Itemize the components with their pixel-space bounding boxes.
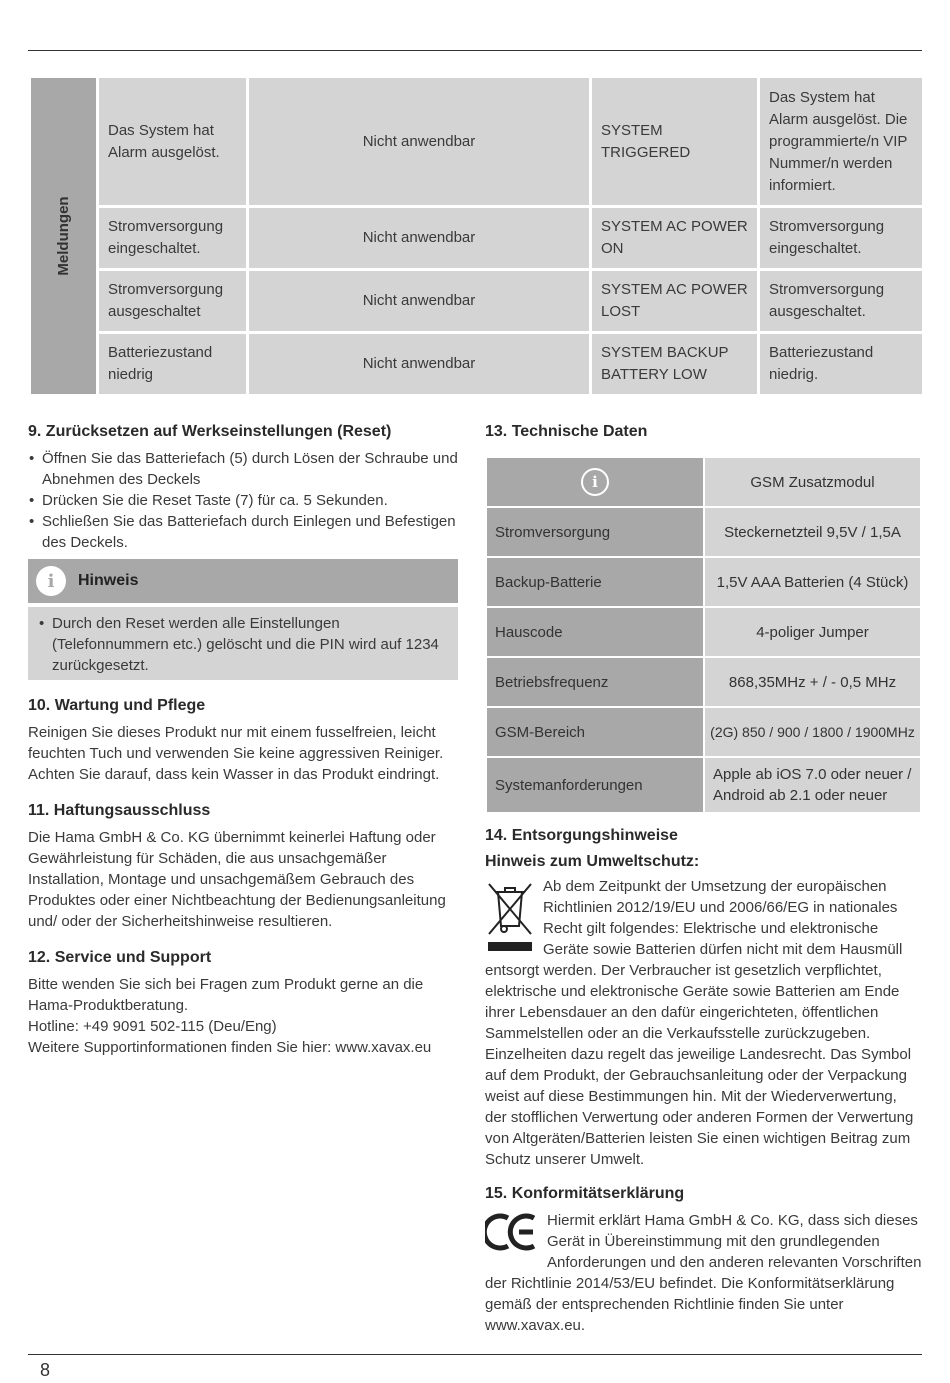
table-cell: 4-poliger Jumper	[704, 607, 921, 657]
section-title: 15. Konformitätserklärung	[485, 1185, 685, 1202]
crossed-out-bin-icon	[485, 878, 535, 956]
list-item: • Drücken Sie die Reset Taste (7) für ca. 5 Sekunden.	[28, 490, 458, 511]
section-subtitle: Hinweis zum Umweltschutz:	[485, 853, 700, 870]
right-column	[485, 420, 922, 1336]
table-cell: Batteriezustand niedrig.	[759, 333, 924, 396]
table-cell: Stromversorgung	[486, 507, 704, 557]
table-row	[486, 607, 921, 657]
table-cell: Stromversorgung ausgeschaltet.	[759, 270, 924, 333]
section-title: 14. Entsorgungshinweise	[485, 827, 678, 844]
table-cell: Das System hat Alarm ausgelöst.	[98, 77, 248, 207]
page-number: 8	[40, 1360, 51, 1380]
table-row	[486, 507, 921, 557]
table-cell: Stromversorgung eingeschaltet.	[759, 207, 924, 270]
list-item: • Öffnen Sie das Batteriefach (5) durch Lösen der Schraube und Abnehmen des Deckels	[28, 448, 458, 490]
side-label: Meldungen	[54, 196, 72, 276]
table-cell: SYSTEM BACKUP BATTERY LOW	[591, 333, 759, 396]
table-cell: Nicht anwendbar	[248, 333, 591, 396]
section-conformity	[485, 1182, 922, 1336]
table-row	[30, 333, 924, 396]
table-cell: Nicht anwendbar	[248, 77, 591, 207]
table-cell: SYSTEM TRIGGERED	[591, 77, 759, 207]
top-rule	[28, 50, 922, 51]
table-cell: GSM-Bereich	[486, 707, 704, 757]
table-row	[486, 657, 921, 707]
table-cell: Nicht anwendbar	[248, 207, 591, 270]
section-title: 12. Service und Support	[28, 949, 212, 966]
side-header	[30, 77, 98, 396]
table-row	[486, 457, 921, 507]
section-title: 13. Technische Daten	[485, 423, 648, 440]
table-cell: Stromversorgung ausgeschaltet	[98, 270, 248, 333]
section-title: 11. Haftungsausschluss	[28, 802, 211, 819]
section-text: Ab dem Zeitpunkt der Umsetzung der europäischen Richtlinien 2012/19/EU und 2006/66/EG in nationales Recht gilt folgendes: Elektrische und elektronische Geräte sowie Batterien dürfen nicht mit dem Hausmüll entsorgt werden. Der Verbraucher ist gesetzlich verpflichtet, elektrische und elektronische Geräte sowie Batterien am Ende ihrer Lebensdauer an den dafür eingerichteten, öffentlichen Sammelstellen oder an die Verkaufsstelle zurückzugeben. Einzelheiten dazu regelt das jeweilige Landesrecht. Das Symbol auf dem Produkt, der Gebrauchsanleitung oder der Verpackung weist auf diese Bestimmungen hin. Mit der Wiederverwertung, der stofflichen Verwertung oder anderen Formen der Verwertung von Altgeräten/Batterien leisten Sie einen wichtigen Beitrag zum Schutz unserer Umwelt.	[485, 878, 914, 1168]
table-cell	[486, 457, 704, 507]
section-reset	[28, 420, 458, 680]
hinweis-header	[28, 559, 458, 603]
section-support	[28, 946, 458, 1058]
hinweis-title: Hinweis	[78, 572, 139, 589]
section-disclaimer	[28, 799, 458, 932]
table-row	[30, 77, 924, 207]
table-row	[486, 757, 921, 813]
table-cell: Backup-Batterie	[486, 557, 704, 607]
table-row	[30, 207, 924, 270]
table-cell: Nicht anwendbar	[248, 270, 591, 333]
table-cell: GSM Zusatzmodul	[704, 457, 921, 507]
table-cell: (2G) 850 / 900 / 1800 / 1900MHz	[704, 707, 921, 757]
section-title: 9. Zurücksetzen auf Werkseinstellungen (Reset)	[28, 423, 392, 440]
section-maintenance	[28, 694, 458, 785]
table-row	[30, 270, 924, 333]
bullet-list	[28, 448, 458, 553]
table-cell: 1,5V AAA Batterien (4 Stück)	[704, 557, 921, 607]
table-cell: Batteriezustand niedrig	[98, 333, 248, 396]
table-cell: Stromversorgung eingeschaltet.	[98, 207, 248, 270]
section-tech-data	[485, 420, 922, 814]
table-cell: Betriebsfrequenz	[486, 657, 704, 707]
table-cell: Das System hat Alarm ausgelöst. Die programmierte/n VIP Nummer/n werden informiert.	[759, 77, 924, 207]
table-cell: SYSTEM AC POWER LOST	[591, 270, 759, 333]
table-cell: SYSTEM AC POWER ON	[591, 207, 759, 270]
hotline-text: Hotline: +49 9091 502-115 (Deu/Eng)	[28, 1018, 277, 1035]
list-item: • Durch den Reset werden alle Einstellungen (Telefonnummern etc.) gelöscht und die PIN wird auf 1234 zurückgesetzt.	[38, 613, 448, 676]
table-row	[486, 557, 921, 607]
table-cell: Apple ab iOS 7.0 oder neuer / Android ab 2.1 oder neuer	[704, 757, 921, 813]
table-row	[486, 707, 921, 757]
support-link-text: Weitere Supportinformationen finden Sie hier: www.xavax.eu	[28, 1039, 432, 1056]
section-text: Die Hama GmbH & Co. KG übernimmt keinerlei Haftung oder Gewährleistung für Schäden, die aus unsachgemäßer Installation, Montage und unsachgemäßem Gebrauch des Produktes oder einer Nichtbeachtung der Bedienungsanleitung und/ oder der Sicherheitshinweise resultieren.	[28, 829, 446, 930]
hinweis-body	[28, 607, 458, 680]
info-icon: i	[581, 468, 609, 496]
bottom-rule	[28, 1354, 922, 1355]
section-text: Hiermit erklärt Hama GmbH & Co. KG, dass sich dieses Gerät in Übereinstimmung mit den grundlegenden Anforderungen und den anderen relevanten Vorschriften der Richtlinie 2014/53/EU befindet. Die Konformitätserklärung gemäß der entsprechenden Richtlinie finden Sie unter www.xavax.eu.	[485, 1212, 922, 1334]
table-cell: Systemanforderungen	[486, 757, 704, 813]
table-cell: Steckernetzteil 9,5V / 1,5A	[704, 507, 921, 557]
info-icon: i	[38, 568, 64, 594]
table-cell: Hauscode	[486, 607, 704, 657]
section-title: 10. Wartung und Pflege	[28, 697, 206, 714]
table-cell: 868,35MHz + / - 0,5 MHz	[704, 657, 921, 707]
bullet-list	[38, 613, 448, 676]
section-text: Reinigen Sie dieses Produkt nur mit einem fusselfreien, leicht feuchten Tuch und verwenden Sie keine aggressiven Reiniger. Achten Sie darauf, dass kein Wasser in das Produkt eindringt.	[28, 724, 444, 783]
tech-table	[485, 456, 922, 814]
left-column	[28, 420, 458, 1058]
messages-table	[28, 75, 925, 397]
section-disposal	[485, 824, 922, 1170]
list-item: • Schließen Sie das Batteriefach durch Einlegen und Befestigen des Deckels.	[28, 511, 458, 553]
ce-mark-icon	[485, 1212, 539, 1252]
section-text: Bitte wenden Sie sich bei Fragen zum Produkt gerne an die Hama-Produktberatung.	[28, 976, 424, 1014]
